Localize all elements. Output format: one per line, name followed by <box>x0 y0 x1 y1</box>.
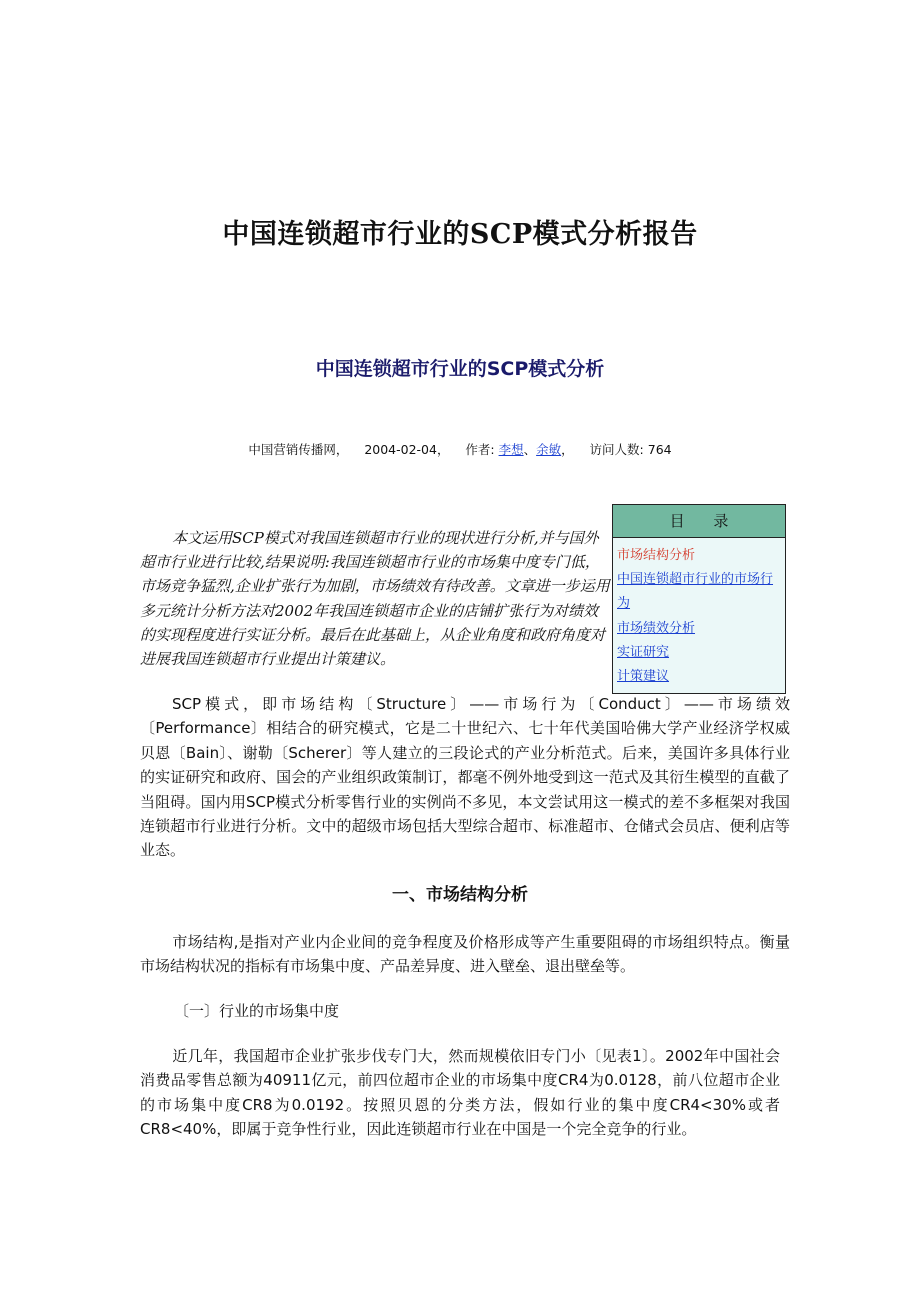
section-paragraph-text: 市场结构,是指对产业内企业间的竞争程度及价格形成等产生重要阻碍的市场组织特点。衡量市场结构状况的指标有市场集中度、产品差异度、进入壁垒、退出壁垒等。 <box>140 933 790 976</box>
toc-item-market-performance[interactable]: 市场绩效分析 <box>617 620 696 636</box>
toc-item-market-conduct[interactable]: 中国连锁超市行业的市场行为 <box>617 572 774 612</box>
meta-sep: 、 <box>523 442 537 457</box>
subsection-paragraph <box>140 1044 780 1142</box>
meta-visits-label: 访问人数: <box>589 442 644 457</box>
meta-author-label: 作者: <box>465 442 495 457</box>
intro-text: SCP模式，即市场结构〔Structure〕——市场行为〔Conduct〕——市场绩效〔Performance〕相结合的研究模式，它是二十世纪六、七十年代美国哈佛大学产业经济学权威贝恩〔Bain〕、谢勒〔Scherer〕等人建立的三段论式的产业分析范式。后来，美国许多具体行业的实证研究和政府、国会的产业组织政策制订，都毫不例外地受到这一范式及其衍生模型的直截了当阻碍。国内用SCP模式分析零售行业的实例尚不多见，本文尝试用这一模式的差不多框架对我国连锁超市行业进行分析。文中的超级市场包括大型综合超市、标准超市、仓储式会员店、便利店等业态。 <box>140 695 790 860</box>
table-of-contents <box>612 504 786 694</box>
page-title: 中国连锁超市行业的SCP模式分析报告 <box>222 219 698 250</box>
toc-title: 目 录 <box>613 505 785 538</box>
intro-paragraph <box>140 692 790 863</box>
author-link-1[interactable]: 李想 <box>498 442 524 457</box>
meta-comma: ， <box>561 442 574 457</box>
section-heading: 一、市场结构分析 <box>392 885 528 905</box>
subsection-paragraph-text: 近几年，我国超市企业扩张步伐专门大，然而规模依旧专门小〔见表1〕。2002年中国社会消费品零售总额为40911亿元，前四位超市企业的市场集中度CR4为0.0128，前八位超市企业的市场集中度CR8为0.0192。按照贝恩的分类方法，假如行业的集中度CR4<30%或者CR8<40%，即属于竞争性行业，因此连锁超市行业在中国是一个完全竞争的行业。 <box>140 1047 780 1139</box>
author-link-2[interactable]: 余敏 <box>536 442 562 457</box>
toc-item-market-structure[interactable]: 市场结构分析 <box>617 548 696 563</box>
toc-item-empirical-study[interactable]: 实证研究 <box>617 644 670 660</box>
article-meta <box>0 440 920 458</box>
article-title: 中国连锁超市行业的SCP模式分析 <box>315 358 605 380</box>
abstract-text: 本文运用SCP模式对我国连锁超市行业的现状进行分析,并与国外超市行业进行比较,结果说明:我国连锁超市行业的市场集中度专门低，市场竞争猛烈,企业扩张行为加剧，市场绩效有待改善。文章进一步运用多元统计分析方法对2002年我国连锁超市企业的店铺扩张行为对绩效的实现程度进行实证分析。最后在此基础上，从企业角度和政府角度对进展我国连锁超市行业提出计策建议。 <box>140 529 610 669</box>
meta-date: 2004-02-04， <box>364 442 450 457</box>
toc-list <box>613 538 785 689</box>
abstract <box>140 526 610 671</box>
meta-visits-count: 764 <box>647 442 672 457</box>
meta-source: 中国营销传播网， <box>248 442 349 457</box>
subsection-heading: 〔一〕行业的市场集中度 <box>174 1002 340 1020</box>
section-paragraph <box>140 930 790 979</box>
toc-item-recommendations[interactable]: 计策建议 <box>617 669 670 685</box>
